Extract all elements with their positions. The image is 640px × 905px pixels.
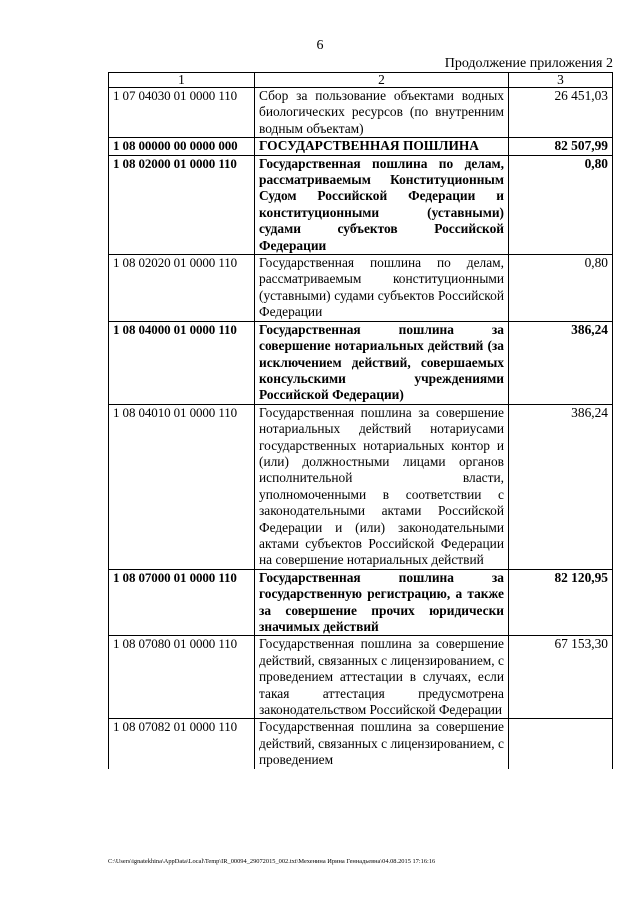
budget-code: 1 08 02020 01 0000 110 (109, 255, 255, 322)
budget-code: 1 07 04030 01 0000 110 (109, 88, 255, 138)
revenue-amount: 26 451,03 (509, 88, 613, 138)
column-header-1: 1 (109, 73, 255, 88)
revenue-amount: 67 153,30 (509, 636, 613, 719)
table-row (109, 255, 613, 322)
table-row (109, 88, 613, 138)
table-row (109, 321, 613, 404)
revenue-amount: 0,80 (509, 255, 613, 322)
revenue-name: Государственная пошлина за совершение действий, связанных с лицензированием, с проведением (255, 719, 509, 769)
column-header-3: 3 (509, 73, 613, 88)
revenue-name: Государственная пошлина за совершение действий, связанных с лицензированием, с проведением аттестации в случаях, если такая аттестация предусмотрена законодательством Российской Федерации (255, 636, 509, 719)
revenue-name: Сбор за пользование объектами водных биологических ресурсов (по внутренним водным объектам) (255, 88, 509, 138)
table-row (109, 719, 613, 769)
budget-code: 1 08 04010 01 0000 110 (109, 404, 255, 569)
revenue-name: Государственная пошлина за государственную регистрацию, а также за совершение прочих юридически значимых действий (255, 569, 509, 636)
budget-code: 1 08 00000 00 0000 000 (109, 138, 255, 155)
page-number: 6 (316, 38, 324, 53)
continuation-label: Продолжение приложения 2 (444, 56, 613, 71)
revenue-name: ГОСУДАРСТВЕННАЯ ПОШЛИНА (255, 138, 509, 155)
revenue-amount: 0,80 (509, 155, 613, 254)
budget-code: 1 08 07080 01 0000 110 (109, 636, 255, 719)
table-row (109, 155, 613, 254)
table-row (109, 569, 613, 636)
table-row (109, 404, 613, 569)
table-header-row (109, 73, 613, 88)
table-row (109, 636, 613, 719)
budget-code: 1 08 07082 01 0000 110 (109, 719, 255, 769)
revenue-name: Государственная пошлина за совершение нотариальных действий (за исключением действий, совершаемых консульскими учреждениями Российской Федерации) (255, 321, 509, 404)
revenue-name: Государственная пошлина по делам, рассматриваемым конституционными (уставными) судами субъектов Российской Федерации (255, 255, 509, 322)
revenue-amount (509, 719, 613, 769)
revenue-name: Государственная пошлина по делам, рассматриваемым Конституционным Судом Российской Федерации и конституционными (уставными) судами субъектов Российской Федерации (255, 155, 509, 254)
budget-code: 1 08 02000 01 0000 110 (109, 155, 255, 254)
budget-code: 1 08 07000 01 0000 110 (109, 569, 255, 636)
revenue-amount: 82 120,95 (509, 569, 613, 636)
revenue-table (108, 72, 613, 769)
file-path-footer: C:\Users\ignatekhina\AppData\Local\Temp\IR_00094_29072015_002.txt\Мехенина Ирина Геннадьевна\04.08.2015 17:16:16 (108, 858, 436, 865)
table-row (109, 138, 613, 155)
column-header-2: 2 (255, 73, 509, 88)
budget-code: 1 08 04000 01 0000 110 (109, 321, 255, 404)
revenue-name: Государственная пошлина за совершение нотариальных действий нотариусами государственных нотариальных контор и (или) должностными лицами органов исполнительной власти, уполномоченными в соответствии с законодательными актами Российской Федерации и (или) законодательными актами субъектов Российской Федерации на совершение нотариальных действий (255, 404, 509, 569)
revenue-amount: 386,24 (509, 404, 613, 569)
revenue-amount: 82 507,99 (509, 138, 613, 155)
revenue-amount: 386,24 (509, 321, 613, 404)
